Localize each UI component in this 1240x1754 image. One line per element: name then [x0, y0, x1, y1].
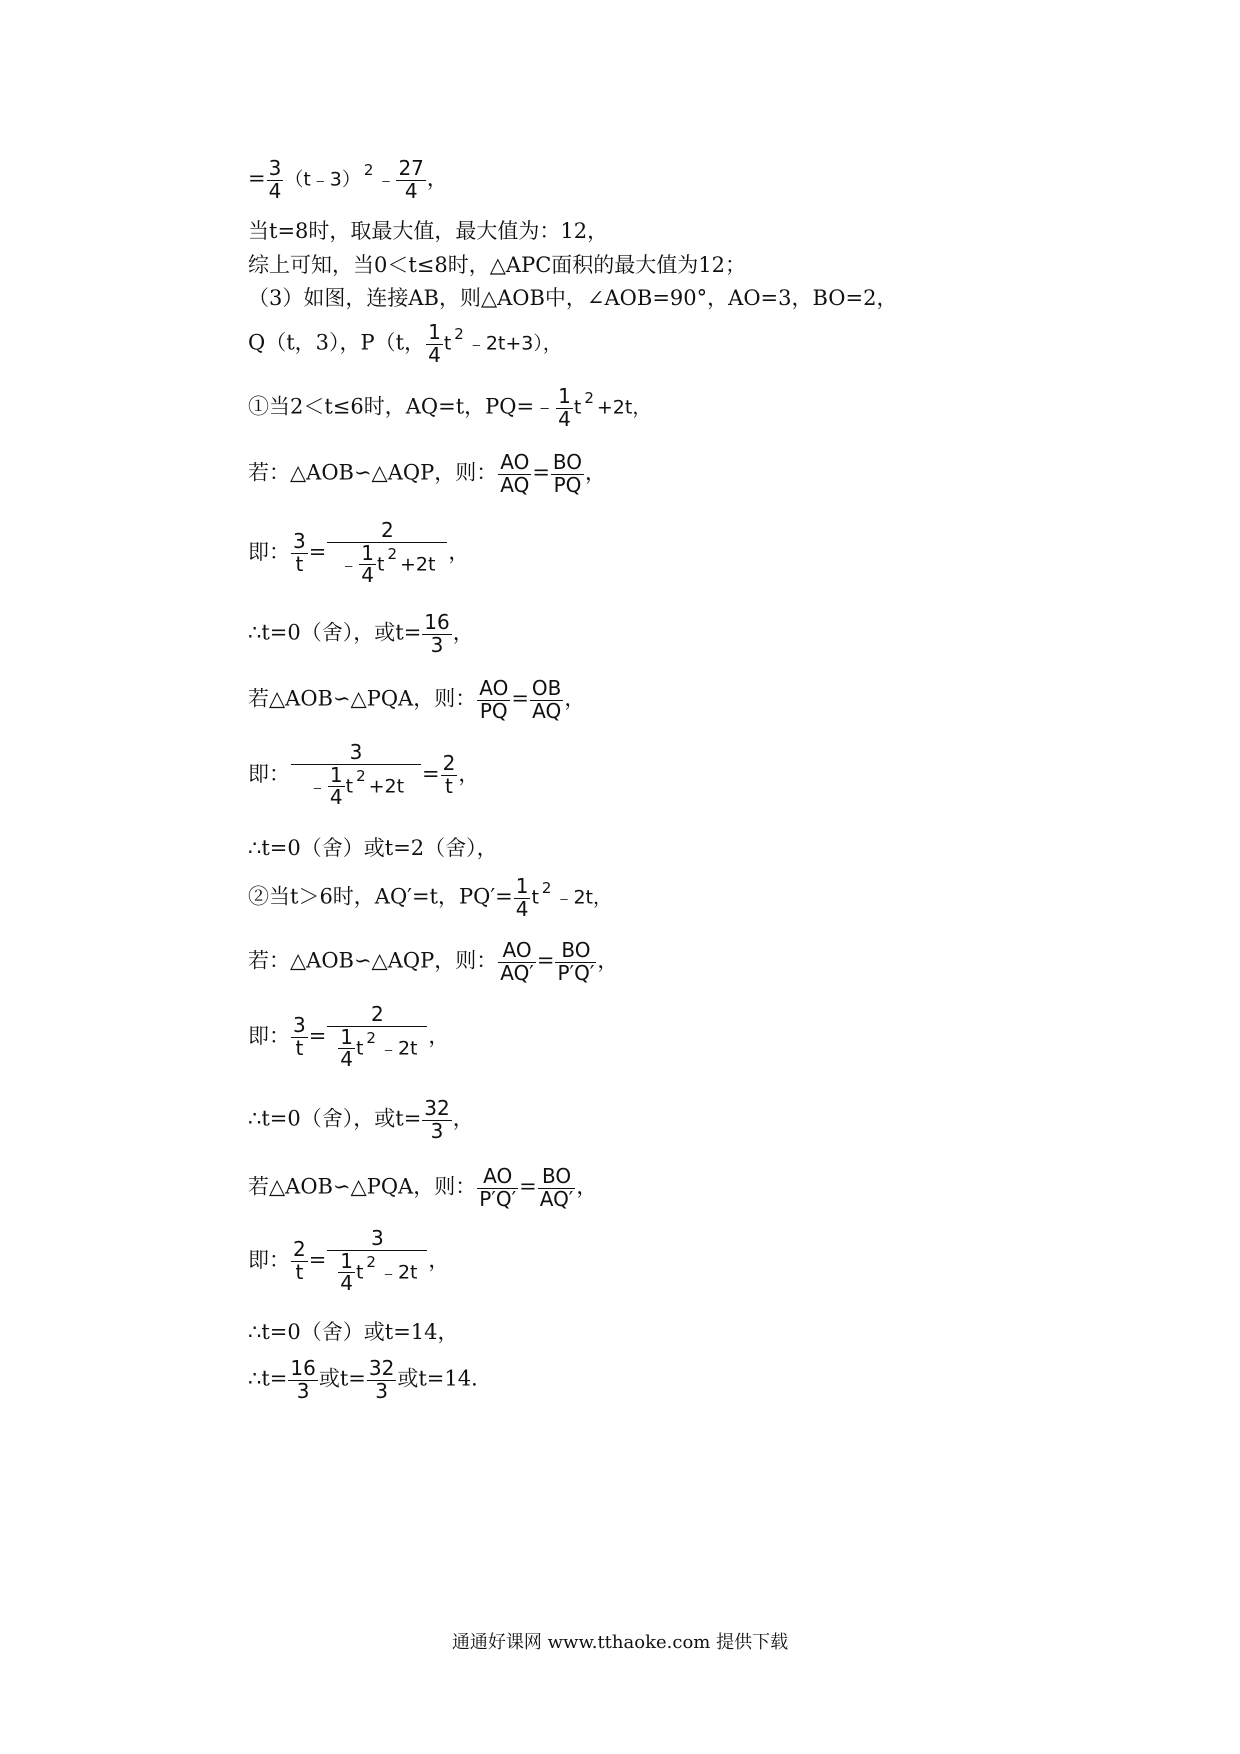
footer-source-text: 通通好课网 www.tthaoke.com 提供下载: [451, 1632, 789, 1653]
fraction: $\frac{BO}{P'Q'}$: [557, 938, 595, 985]
solution-line-4: （3）如图，连接AB，则△AOB中，∠AOB=90°，AO=3，BO=2，: [248, 286, 898, 310]
fraction: $\frac{16}{3}$: [424, 610, 450, 657]
solution-line-3: 综上可知，当0＜t≤8时，△APC面积的最大值为12；: [248, 253, 746, 277]
solution-line-8: 即： $\frac{3}{t}$ = 2 ﹣ $\frac{1}{4}$ t $^2$ +2t ，: [248, 518, 470, 588]
compound-fraction: 2 ﹣ $\frac{1}{4}$ t $^2$ +2t: [327, 520, 447, 587]
solution-line-11: 即： 3 ﹣ $\frac{1}{4}$ t $^2$ +2t = $\frac{2}{t}$ ，: [248, 740, 480, 810]
solution-line-17: 若△AOB∽△PQA，则： $\frac{AO}{P'Q'}$ = $\frac{BO}{AQ'}$ ，: [248, 1164, 598, 1211]
fraction: $\frac{AO}{AQ}$: [500, 450, 530, 497]
compound-fraction: 2 $\frac{1}{4}$ t $^2$ ﹣2t: [327, 1004, 427, 1071]
fraction: $\frac{1}{4}$: [558, 384, 571, 431]
fraction: $\frac{32}{3}$: [424, 1096, 450, 1143]
fraction: $\frac{1}{4}$: [428, 320, 441, 367]
compound-fraction: 3 $\frac{1}{4}$ t $^2$ ﹣2t: [327, 1228, 427, 1295]
solution-line-5: Q（t，3），P（t， $\frac{1}{4}$ t $^2$ ﹣2t+3），: [248, 320, 562, 367]
fraction: $\frac{OB}{AQ}$: [531, 676, 562, 723]
fraction: $\frac{3}{t}$: [293, 1013, 306, 1060]
solution-line-14: 若：△AOB∽△AQP，则： $\frac{AO}{AQ'}$ = $\frac{BO}{P'Q'}$ ，: [248, 938, 619, 985]
solution-line-18: 即： $\frac{2}{t}$ = 3 $\frac{1}{4}$ t $^2$ ﹣2t ，: [248, 1226, 450, 1296]
fraction: $\frac{2}{t}$: [293, 1237, 306, 1284]
solution-line-6: ①当2＜t≤6时，AQ=t，PQ=﹣ $\frac{1}{4}$ t $^2$ +2t，: [248, 384, 652, 431]
fraction: $\frac{BO}{PQ}$: [552, 450, 583, 497]
fraction: $\frac{AO}{PQ}$: [479, 676, 509, 723]
solution-line-19: ∴t=0（舍）或t=14，: [248, 1320, 459, 1344]
solution-line-10: 若△AOB∽△PQA，则： $\frac{AO}{PQ}$ = $\frac{OB}{AQ}$ ，: [248, 676, 586, 723]
solution-line-1: = $\frac{3}{4}$ （t﹣3） $^2$ ﹣ $\frac{27}{4}$ ，: [248, 156, 448, 203]
compound-fraction: 3 ﹣ $\frac{1}{4}$ t $^2$ +2t: [291, 742, 421, 809]
fraction: $\frac{AO}{P'Q'}$: [479, 1164, 517, 1211]
fraction: $\frac{3}{4}$: [268, 156, 282, 203]
solution-line-2: 当t=8时，取最大值，最大值为：12，: [248, 219, 609, 243]
fraction: $\frac{27}{4}$: [398, 156, 424, 203]
solution-line-13: ②当t＞6时，AQ′=t，PQ′= $\frac{1}{4}$ t $^2$ ﹣2t，: [248, 874, 612, 921]
fraction: $\frac{AO}{AQ'}$: [500, 938, 534, 985]
fraction: $\frac{3}{t}$: [293, 529, 306, 576]
solution-line-15: 即： $\frac{3}{t}$ = 2 $\frac{1}{4}$ t $^2$ ﹣2t ，: [248, 1002, 450, 1072]
fraction: $\frac{32}{3}$: [368, 1356, 395, 1403]
solution-line-16: ∴t=0（舍），或t= $\frac{32}{3}$ ，: [248, 1096, 474, 1143]
solution-line-9: ∴t=0（舍），或t= $\frac{16}{3}$ ，: [248, 610, 474, 657]
solution-line-12: ∴t=0（舍）或t=2（舍），: [248, 836, 498, 860]
solution-line-20: ∴t= $\frac{16}{3}$ 或t= $\frac{32}{3}$ 或t=14．: [248, 1356, 493, 1403]
fraction: $\frac{16}{3}$: [290, 1356, 316, 1403]
solution-line-7: 若：△AOB∽△AQP，则： $\frac{AO}{AQ}$ = $\frac{BO}{PQ}$ ，: [248, 450, 607, 497]
fraction: $\frac{BO}{AQ'}$: [539, 1164, 574, 1211]
fraction: $\frac{2}{t}$: [442, 751, 456, 798]
fraction: $\frac{1}{4}$: [515, 874, 529, 921]
